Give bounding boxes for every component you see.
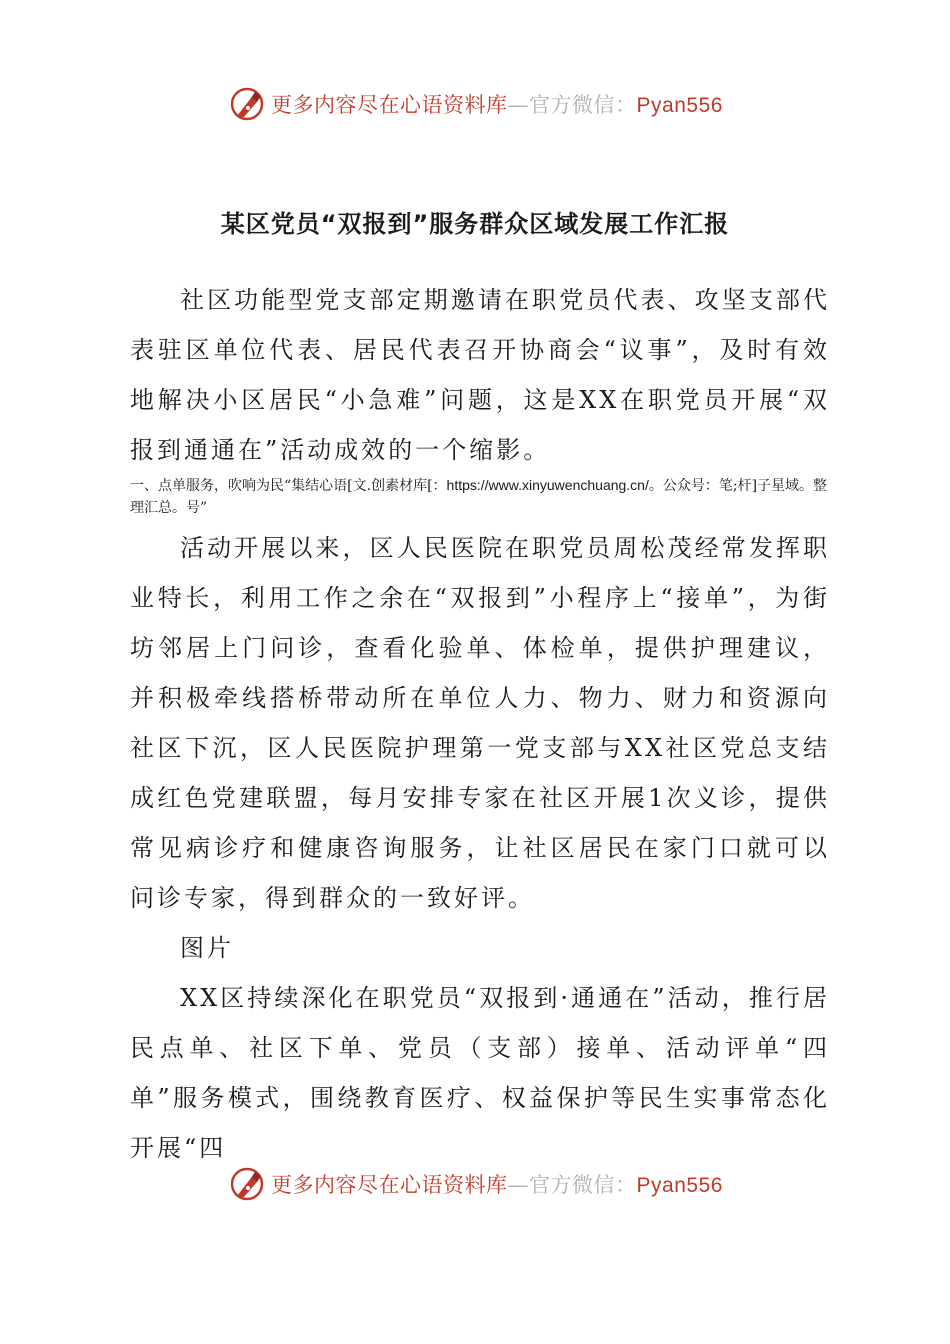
- header-banner: [0, 82, 950, 126]
- paragraph-2: 活动开展以来，区人民医院在职党员周松茂经常发挥职业特长，利用工作之余在“双报到”小程序上“接单”，为街坊邻居上门问诊，查看化验单、体检单，提供护理建议，并积极牵线搭桥带动所在单位人力、物力、财力和资源向社区下沉，区人民医院护理第一党支部与XX社区党总支结成红色党建联盟，每月安排专家在社区开展1次义诊，提供常见病诊疗和健康咨询服务，让社区居民在家门口就可以问诊专家，得到群众的一致好评。: [130, 534, 830, 912]
- banner-text: [271, 1169, 723, 1199]
- banner-wechat-label: 官方微信：: [529, 93, 637, 117]
- paragraph-block-2: [130, 523, 830, 1173]
- paragraph-block-1: [130, 275, 830, 475]
- pen-nib-logo-icon: [227, 84, 267, 124]
- paragraph-4: XX区持续深化在职党员“双报到·通通在”活动，推行居民点单、社区下单、党员（支部）接单、活动评单“四单”服务模式，围绕教育医疗、权益保护等民生实事常态化开展“四: [130, 984, 830, 1162]
- banner-dash: —: [507, 1173, 530, 1197]
- paragraph-1: 社区功能型党支部定期邀请在职党员代表、攻坚支部代表驻区单位代表、居民代表召开协商会“议事”，及时有效地解决小区居民“小急难”问题，这是XX在职党员开展“双报到通通在”活动成效的一个缩影。: [130, 286, 830, 464]
- small-note-text-b: 。公众号：笔;杆]子星域。整理汇总。号”: [130, 478, 828, 516]
- banner-main-text: 更多内容尽在心语资料库: [271, 1173, 508, 1197]
- banner-dash: —: [507, 93, 530, 117]
- banner-wechat-label: 官方微信：: [529, 1173, 637, 1197]
- banner-wechat-id: Pyan556: [636, 94, 723, 117]
- small-note-url: https://www.xinyuwenchuang.cn/: [446, 477, 649, 493]
- document-title: 某区党员“双报到”服务群众区域发展工作汇报: [220, 210, 730, 238]
- paragraph-3: 图片: [180, 934, 234, 962]
- banner-wechat-id: Pyan556: [636, 1174, 723, 1197]
- banner-main-text: 更多内容尽在心语资料库: [271, 93, 508, 117]
- small-note-text-a: 一、点单服务，吹响为民“集结心语[文.创素材库[：: [130, 478, 447, 494]
- banner-text: [271, 89, 723, 119]
- small-note-paragraph: [130, 474, 830, 519]
- footer-banner: [0, 1162, 950, 1206]
- pen-nib-logo-icon: [227, 1164, 267, 1204]
